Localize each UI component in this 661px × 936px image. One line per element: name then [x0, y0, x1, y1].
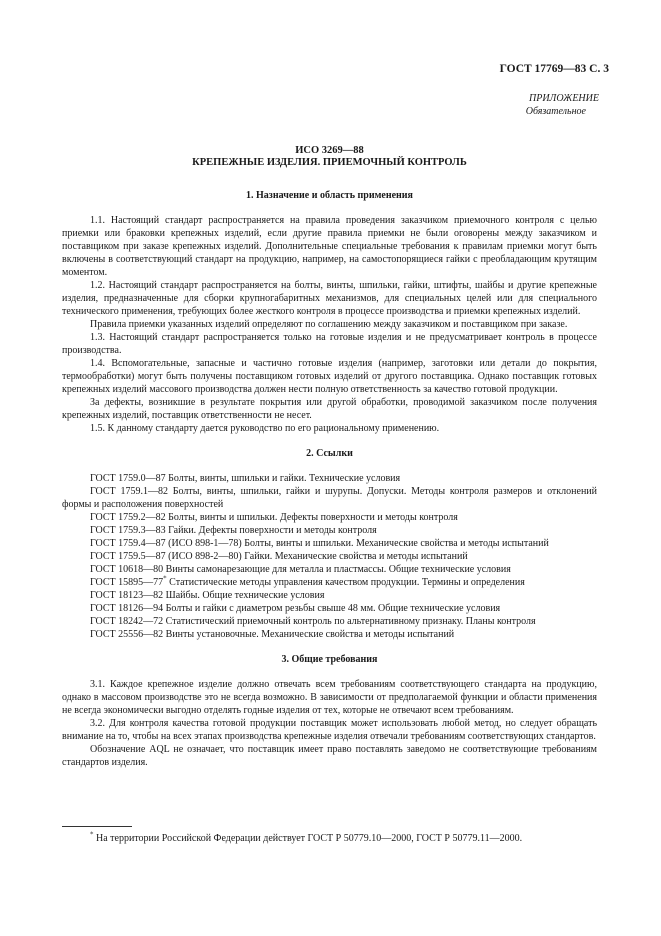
- section-1-heading: 1. Назначение и область применения: [246, 190, 413, 201]
- paragraph: 1.2. Настоящий стандарт распространяется на болты, винты, шпильки, гайки, штифты, шайбы и другие крепежные изделия, предназначенные для сборки крупногабаритных механизмов, для специальных целей или для специального технического применения, требующих более жесткого контроля в процессе производства и приемки крепежных изделий.: [62, 280, 597, 317]
- paragraph: 1.5. К данному стандарту дается руководство по его рациональному применению.: [90, 423, 440, 434]
- section-2-heading: 2. Ссылки: [306, 448, 353, 459]
- reference-item: ГОСТ 1759.5—87 (ИСО 898-2—80) Гайки. Механические свойства и методы испытаний: [90, 551, 468, 562]
- paragraph: Правила приемки указанных изделий определяют по соглашению между заказчиком и поставщиком при заказе.: [90, 319, 568, 330]
- reference-item: ГОСТ 25556—82 Винты установочные. Механические свойства и методы испытаний: [90, 629, 455, 640]
- reference-item: ГОСТ 1759.2—82 Болты, винты и шпильки. Дефекты поверхности и методы контроля: [90, 512, 458, 523]
- paragraph: 3.1. Каждое крепежное изделие должно отвечать всем требованиям соответствующего стандарта на продукцию, однако в массовом производстве это не всегда возможно. В зависимости от предполагаемой функции и области применения не всегда экономически выгодно отделять годные изделия от тех, которые не отвечают всем требованиям.: [62, 679, 597, 716]
- reference-item: ГОСТ 1759.0—87 Болты, винты, шпильки и гайки. Технические условия: [90, 473, 401, 484]
- footnote-text: На территории Российской Федерации действует ГОСТ Р 50779.10—2000, ГОСТ Р 50779.11—2000.: [93, 833, 523, 844]
- reference-item: ГОСТ 18126—94 Болты и гайки с диаметром резьбы свыше 48 мм. Общие технические условия: [90, 603, 501, 614]
- paragraph: 1.3. Настоящий стандарт распространяется только на готовые изделия и не предусматривает контроль в процессе производства.: [62, 332, 597, 356]
- paragraph: Обозначение AQL не означает, что поставщик имеет право поставлять заведомо не соответствующие требованиям стандартов изделия.: [62, 744, 597, 768]
- appendix-title: ПРИЛОЖЕНИЕ: [529, 93, 599, 104]
- document-body: [62, 145, 597, 769]
- reference-item: ГОСТ 10618—80 Винты самонарезающие для металла и пластмассы. Общие технические условия: [90, 564, 511, 575]
- paragraph: 1.4. Вспомогательные, запасные и частично готовые изделия (например, заготовки или детали до покрытия, термообработки) могут быть получены поставщиком готовых изделий от другого поставщика. Однако поставщик готовых крепежных изделий массового производства должен нести полную ответственность за качество готовой продукции.: [62, 358, 597, 395]
- reference-item: [62, 576, 597, 589]
- footnote-divider: [62, 826, 132, 827]
- paragraph: 1.1. Настоящий стандарт распространяется на правила проведения заказчиком приемочного контроля с целью приемки или браковки крепежных изделий, если другие правила приемки не были оговорены между заказчиком и поставщиком при заказе крепежных изделий. Дополнительные специальные требования к правилам приемки могут быть включены в соответствующий стандарт на продукцию, например, на самостопорящиеся гайки с преобладающим крутящим моментом.: [62, 215, 597, 278]
- standard-number: ИСО 3269—88: [295, 145, 364, 156]
- document-title: КРЕПЕЖНЫЕ ИЗДЕЛИЯ. ПРИЕМОЧНЫЙ КОНТРОЛЬ: [192, 157, 467, 168]
- appendix-status: Обязательное: [525, 106, 586, 117]
- reference-item: ГОСТ 18123—82 Шайбы. Общие технические условия: [90, 590, 325, 601]
- footnote-marker: *: [90, 830, 94, 839]
- footnote-marker: *: [163, 574, 167, 583]
- reference-item: ГОСТ 1759.3—83 Гайки. Дефекты поверхности и методы контроля: [90, 525, 377, 536]
- paragraph: За дефекты, возникшие в результате покрытия или другой обработки, проводимой заказчиком после получения крепежных изделий, поставщик ответственности не несет.: [62, 397, 597, 421]
- paragraph: 3.2. Для контроля качества готовой продукции поставщик может использовать любой метод, но следует обращать внимание на то, чтобы на всех этапах производства крепежные изделия отвечали требованиям соответствующих стандартов.: [62, 718, 597, 742]
- footnote: [90, 832, 522, 845]
- reference-code: ГОСТ 15895—77: [90, 577, 164, 588]
- appendix-label: [526, 92, 599, 118]
- reference-item: ГОСТ 18242—72 Статистический приемочный контроль по альтернативному признаку. Планы контроля: [90, 616, 536, 627]
- references-list: [62, 472, 597, 641]
- reference-item: ГОСТ 1759.4—87 (ИСО 898-1—78) Болты, винты и шпильки. Механические свойства и методы испытаний: [90, 538, 549, 549]
- page-header: ГОСТ 17769—83 С. 3: [499, 63, 609, 75]
- section-3-heading: 3. Общие требования: [281, 654, 378, 665]
- reference-title: Статистические методы управления качеством продукции. Термины и определения: [166, 577, 525, 588]
- reference-item: ГОСТ 1759.1—82 Болты, винты, шпильки, гайки и шурупы. Допуски. Методы контроля размеров и отклонений формы и расположения поверхностей: [62, 486, 597, 510]
